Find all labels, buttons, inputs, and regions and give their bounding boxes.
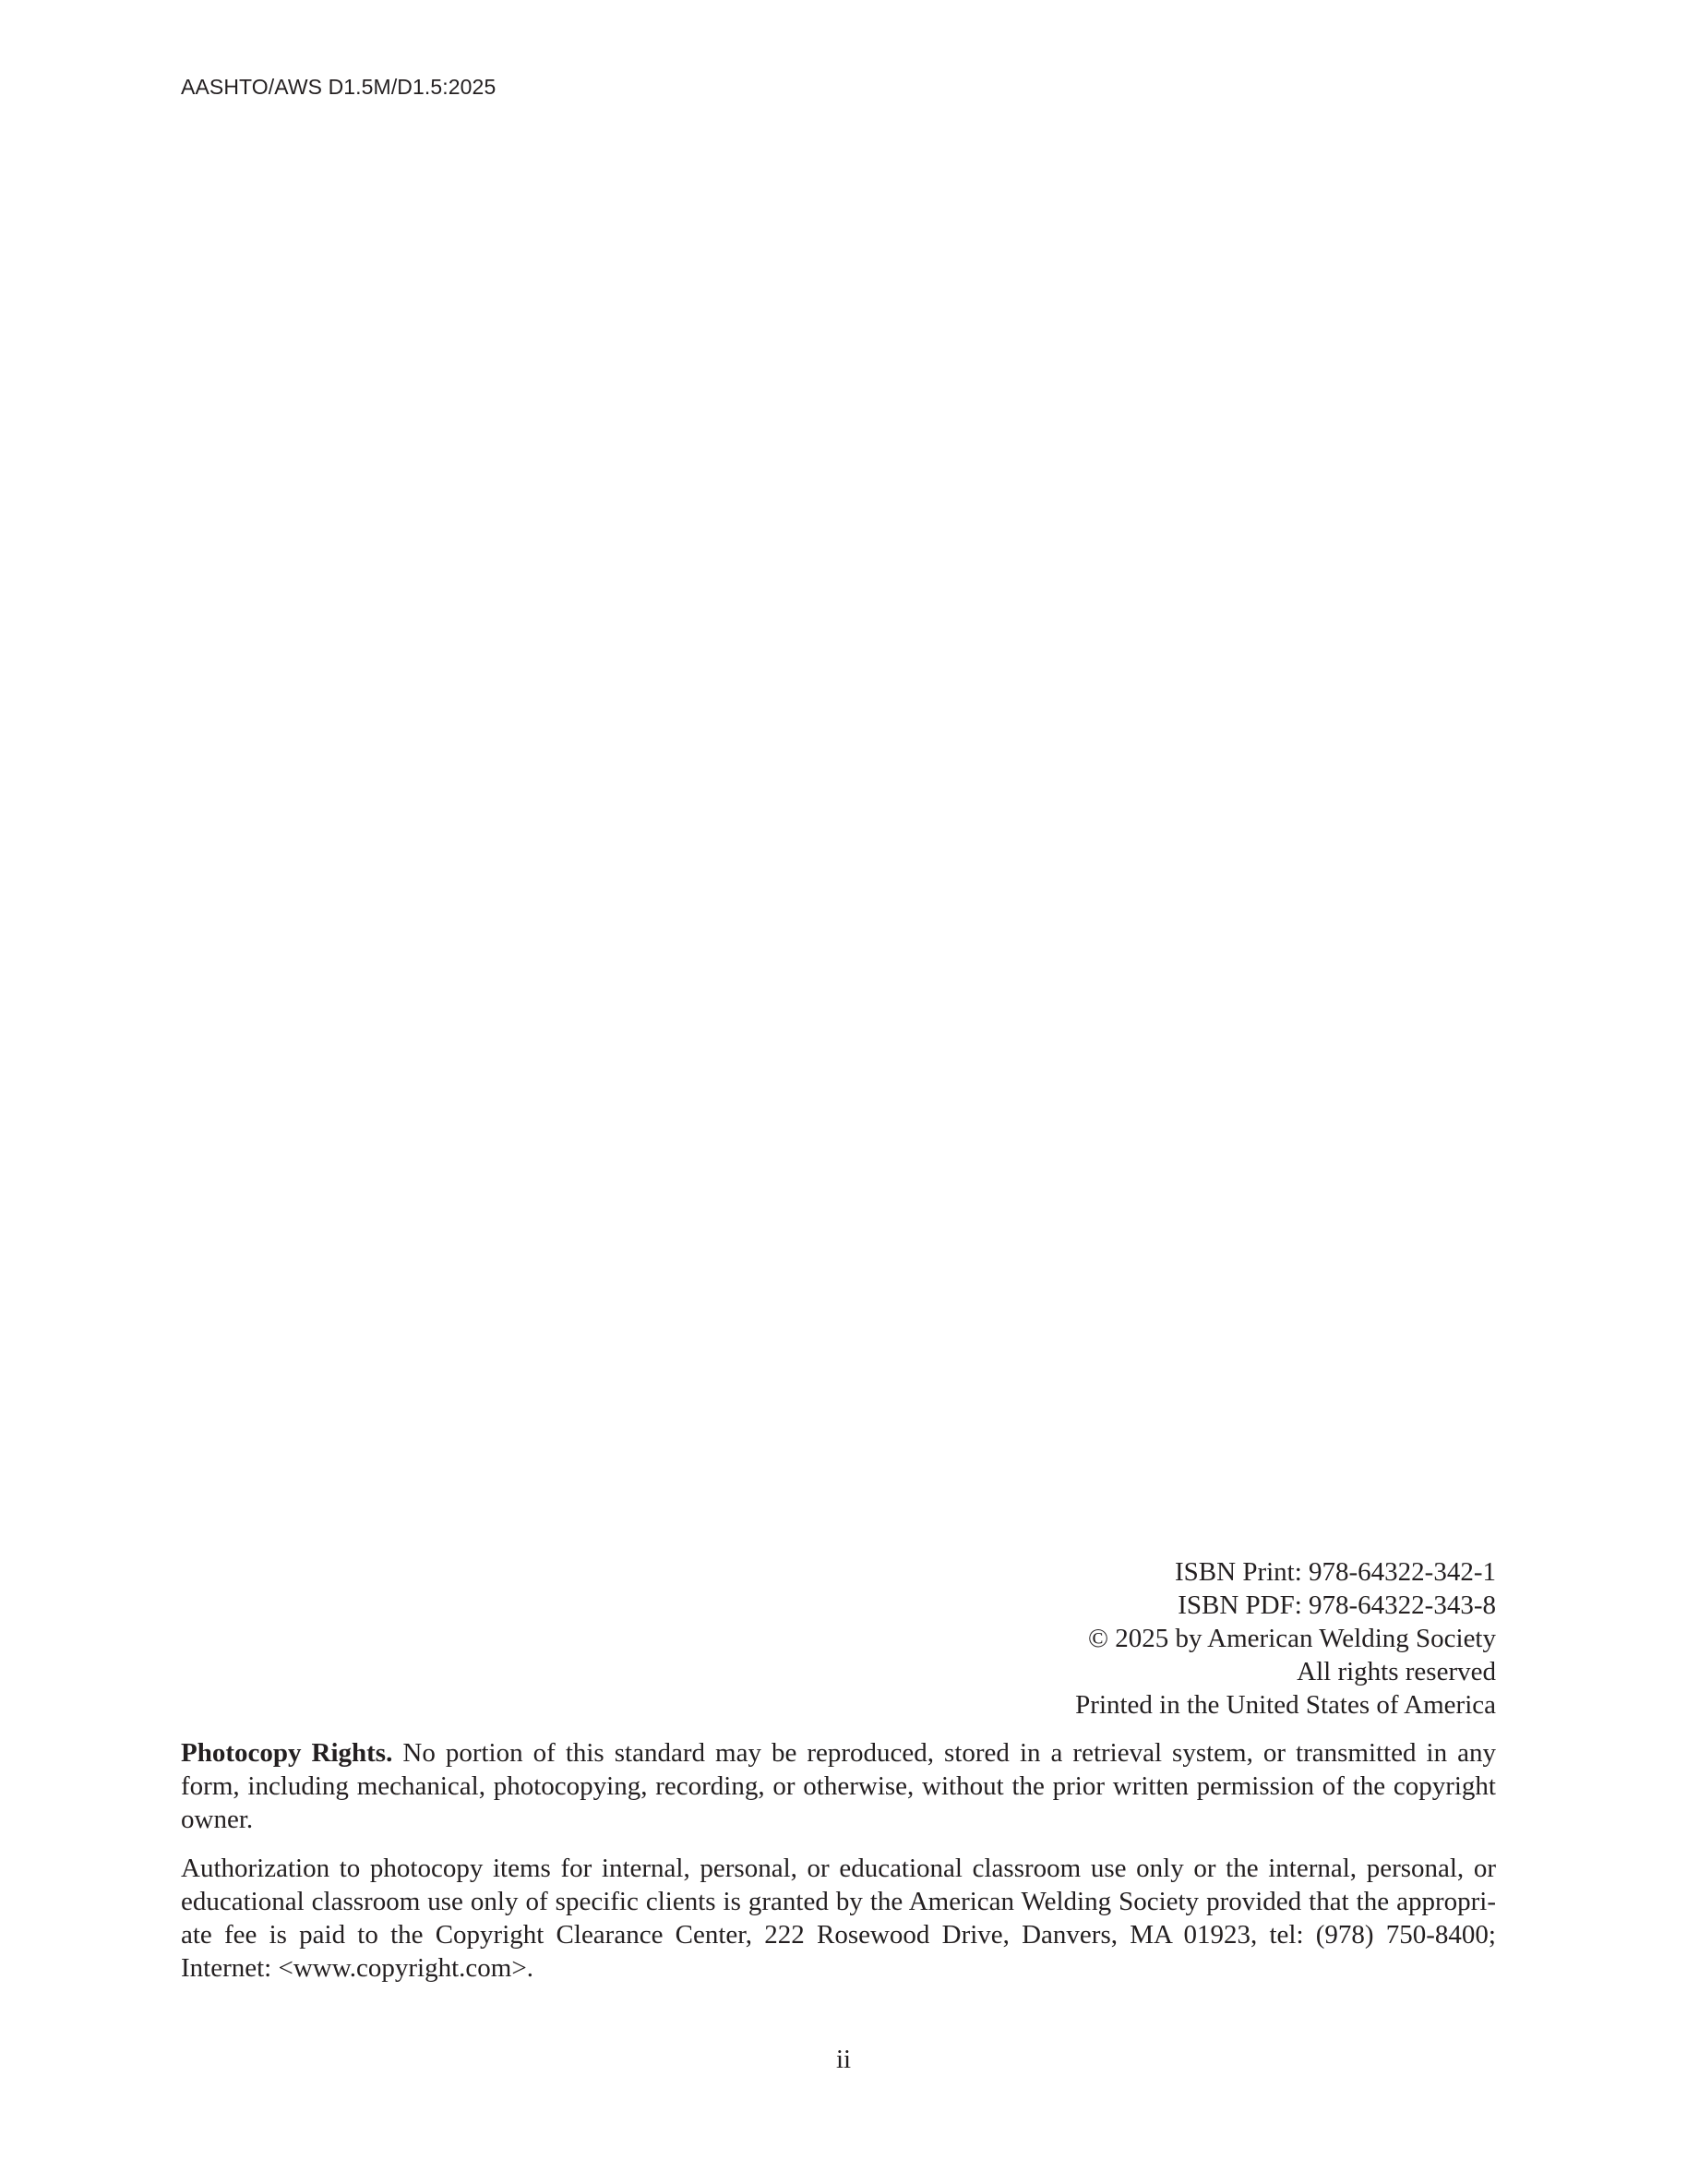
authorization-paragraph: Authorization to photocopy items for internal, personal, or educational classroom use only or the internal, personal, or educational classroom use only of specific clients is granted by the American Welding Society provided that the appropri-ate fee is paid to the Copyright Clearance Center, 222 Rosewood Drive, Danvers, MA 01923, tel: (978) 750-8400; Internet: <www.copyright.com>. xyxy=(181,1854,1496,1983)
photocopy-rights-paragraph xyxy=(181,1736,1496,1836)
copyright-notice: © 2025 by American Welding Society xyxy=(1087,1624,1496,1653)
isbn-pdf: ISBN PDF: 978-64322-343-8 xyxy=(1178,1590,1496,1620)
rights-reserved: All rights reserved xyxy=(1297,1657,1496,1686)
photocopy-rights-heading: Photocopy Rights. xyxy=(181,1738,393,1768)
page-number: ii xyxy=(835,2045,852,2074)
photocopy-rights-text: No portion of this standard may be reproduced, stored in a retrieval system, or transmitted in any form, including mechanical, photocopying, recording, or otherwise, without the prior written permission of the copyright owner. xyxy=(181,1738,1497,1834)
printed-in: Printed in the United States of America xyxy=(1075,1690,1496,1720)
isbn-print: ISBN Print: 978-64322-342-1 xyxy=(1175,1557,1496,1587)
copyright-block xyxy=(1075,1555,1496,1722)
running-header: AASHTO/AWS D1.5M/D1.5:2025 xyxy=(181,75,497,99)
